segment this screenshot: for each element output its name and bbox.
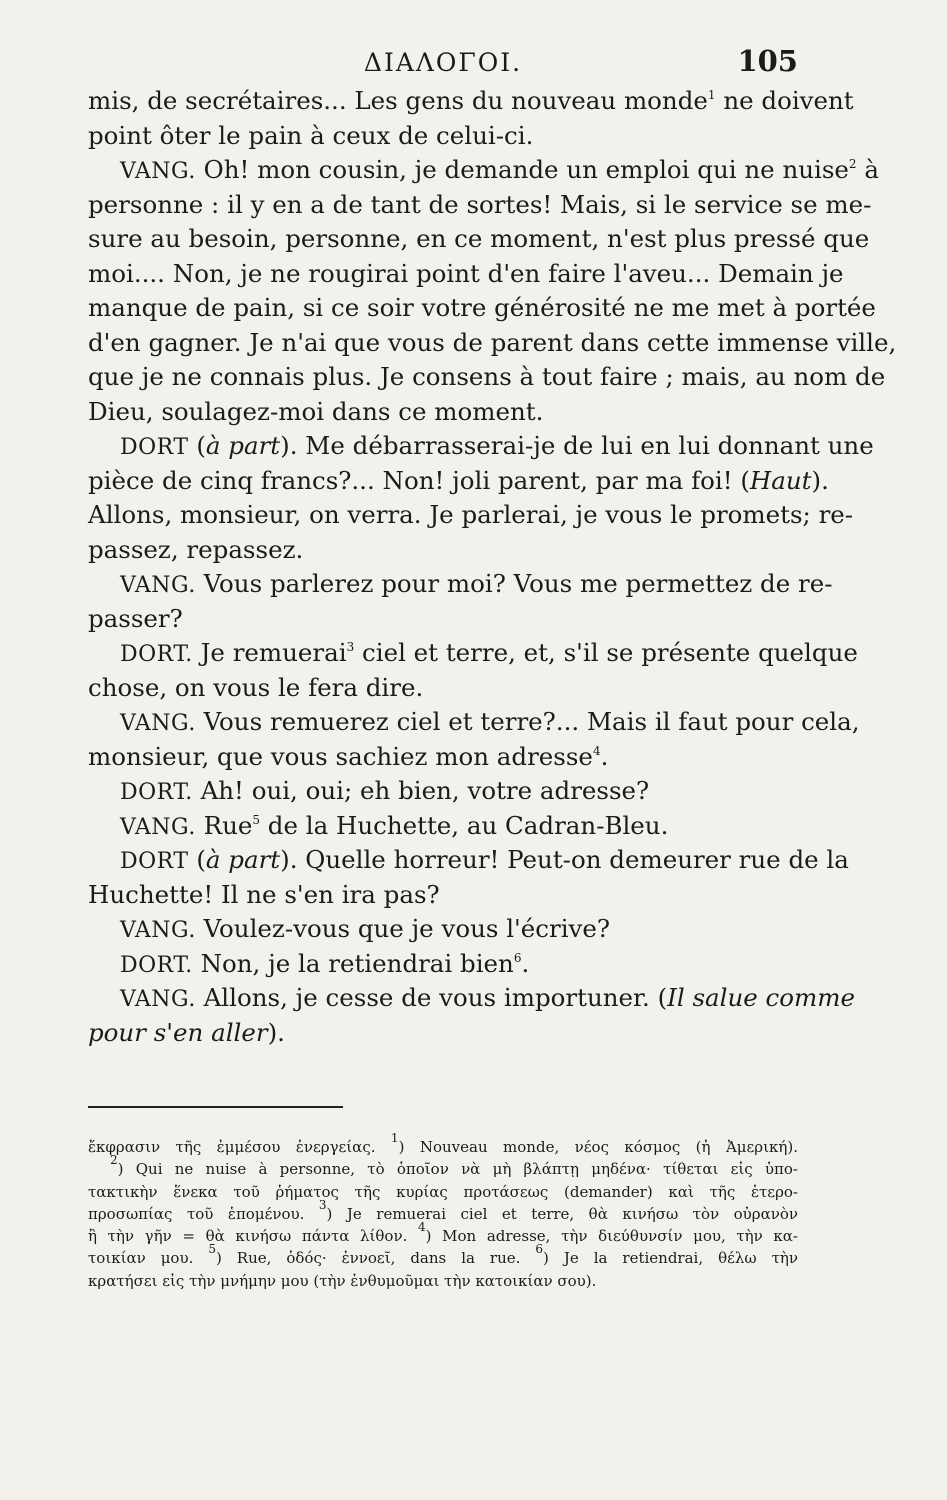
- speaker-name: VANG.: [120, 711, 196, 736]
- speaker-name: VANG.: [120, 573, 196, 598]
- footnote-ref: 2: [848, 157, 857, 171]
- text-line: point ôter le pain à ceux de celui-ci.: [88, 120, 534, 150]
- text-line: chose, on vous le fera dire.: [88, 672, 424, 702]
- text-line: VANG. Voulez-vous que je vous l'écrive?: [120, 914, 611, 943]
- footnote-rule: [88, 1106, 343, 1108]
- footnote-marker: 2: [110, 1153, 118, 1168]
- text-line: DORT (à part). Me débarrasserai-je de lui en lui donnant une: [120, 431, 874, 460]
- speaker-name: DORT: [120, 435, 189, 460]
- text-line: que je ne connais plus. Je consens à tout faire ; mais, au nom de: [88, 362, 886, 391]
- footnote-ref: 5: [252, 812, 260, 827]
- text-line: DORT. Ah! oui, oui; eh bien, votre adresse?: [120, 776, 650, 805]
- text-line: DORT (à part). Quelle horreur! Peut-on demeurer rue de la: [120, 845, 849, 874]
- text-line: pièce de cinq francs?... Non! joli parent, par ma foi! (Haut).: [88, 465, 829, 495]
- stage-direction: Il salue comme: [667, 983, 855, 1012]
- footnote-line: ἢ τὴν γῆν = θὰ κινήσω πάντα λίθον. $^4$) Mon adresse, τὴν διεύθυνσίν μου, τὴν κα-: [88, 1220, 798, 1246]
- footnote-marker: 6: [535, 1242, 543, 1257]
- text-line: passer?: [88, 603, 183, 633]
- speaker-name: VANG.: [120, 987, 196, 1012]
- speaker-name: VANG.: [120, 159, 196, 184]
- text-line: manque de pain, si ce soir votre générosité ne me met à portée: [88, 293, 876, 322]
- footnotes: [88, 1131, 798, 1292]
- text-line: moi.... Non, je ne rougirai point d'en faire l'aveu... Demain je: [88, 258, 844, 288]
- dialogue-text: [88, 84, 897, 1050]
- page-header: [88, 44, 798, 84]
- text-line: DORT. Je remuerai$^3$ ciel et terre, et, s'il se présente quelque: [120, 638, 858, 667]
- running-title: ΔΙΑΛΟΓΟΙ.: [363, 48, 523, 77]
- page-number: 105: [737, 44, 798, 78]
- footnote-marker: 5: [208, 1242, 216, 1257]
- text-line: VANG. Vous parlerez pour moi? Vous me permettez de re-: [120, 569, 833, 598]
- stage-direction: à part: [205, 431, 281, 460]
- footnote-ref: 6: [513, 950, 522, 965]
- footnote-line: προσωπίας τοῦ ἑπομένου. $^3$) Je remuerai ciel et terre, θὰ κινήσω τὸν οὐρανὸν: [88, 1197, 798, 1223]
- text-line: Dieu, soulagez-moi dans ce moment.: [88, 396, 544, 426]
- footnote-marker: 4: [418, 1220, 426, 1235]
- speaker-name: DORT: [120, 849, 189, 874]
- text-line: VANG. Vous remuerez ciel et terre?... Mais il faut pour cela,: [120, 707, 860, 736]
- footnote-ref: 4: [592, 743, 601, 758]
- text-line: personne : il y en a de tant de sortes! Mais, si le service se me-: [88, 189, 872, 219]
- text-line: VANG. Oh! mon cousin, je demande un emploi qui ne nuise$^2$ à: [120, 155, 879, 184]
- stage-direction: pour s'en aller: [88, 1017, 268, 1047]
- footnote-line: ἔκφρασιν τῆς ἐμμέσου ἐνεργείας. $^1$) Nouveau monde, νέος κόσμος (ἡ Ἀμερική).: [88, 1131, 798, 1156]
- text-line: VANG. Allons, je cesse de vous importuner. (Il salue comme: [120, 983, 855, 1012]
- speaker-name: DORT.: [120, 952, 193, 978]
- stage-direction: à part: [205, 845, 281, 874]
- speaker-name: VANG.: [120, 814, 196, 840]
- footnote-line: τοικίαν μου. $^5$) Rue, ὁδός· ἐννοεῖ, dans la rue. $^6$) Je la retiendrai, θέλω τὴν: [88, 1242, 798, 1268]
- footnote-line: κρατήσει εἰς τὴν μνήμην μου (τὴν ἐνθυμοῦμαι τὴν κατοικίαν σου).: [88, 1271, 597, 1290]
- footnote-marker: 1: [390, 1131, 399, 1145]
- text-line: monsieur, que vous sachiez mon adresse$^4$.: [88, 741, 609, 771]
- text-line: sure au besoin, personne, en ce moment, n'est plus pressé que: [88, 224, 870, 253]
- text-line: Huchette! Il ne s'en ira pas?: [88, 879, 440, 909]
- stage-direction: Haut: [749, 465, 812, 495]
- footnote-line: τακτικὴν ἕνεκα τοῦ ῥήματος τῆς κυρίας προτάσεως (demander) καὶ τῆς ἑτερο-: [88, 1182, 798, 1201]
- footnote-ref: 1: [707, 88, 716, 102]
- text-line: d'en gagner. Je n'ai que vous de parent dans cette immense ville,: [88, 327, 897, 357]
- text-line: Allons, monsieur, on verra. Je parlerai, je vous le promets; re-: [88, 500, 854, 529]
- speaker-name: VANG.: [120, 918, 196, 943]
- speaker-name: DORT.: [120, 642, 193, 667]
- text-line: pour s'en aller).: [88, 1017, 285, 1047]
- text-line: passez, repassez.: [88, 534, 304, 564]
- footnote-ref: 3: [346, 640, 355, 654]
- text-line: VANG. Rue$^5$ de la Huchette, au Cadran-Bleu.: [120, 810, 669, 840]
- text-line: DORT. Non, je la retiendrai bien$^6$.: [120, 948, 530, 978]
- text-line: mis, de secrétaires... Les gens du nouveau monde$^1$ ne doivent: [88, 86, 854, 115]
- speaker-name: DORT.: [120, 780, 193, 805]
- footnote-line: $^2$) Qui ne nuise à personne, τὸ ὁποῖον νὰ μὴ βλάπτῃ μηδένα· τίθεται εἰς ὑπο-: [110, 1153, 798, 1179]
- footnote-marker: 3: [318, 1197, 327, 1212]
